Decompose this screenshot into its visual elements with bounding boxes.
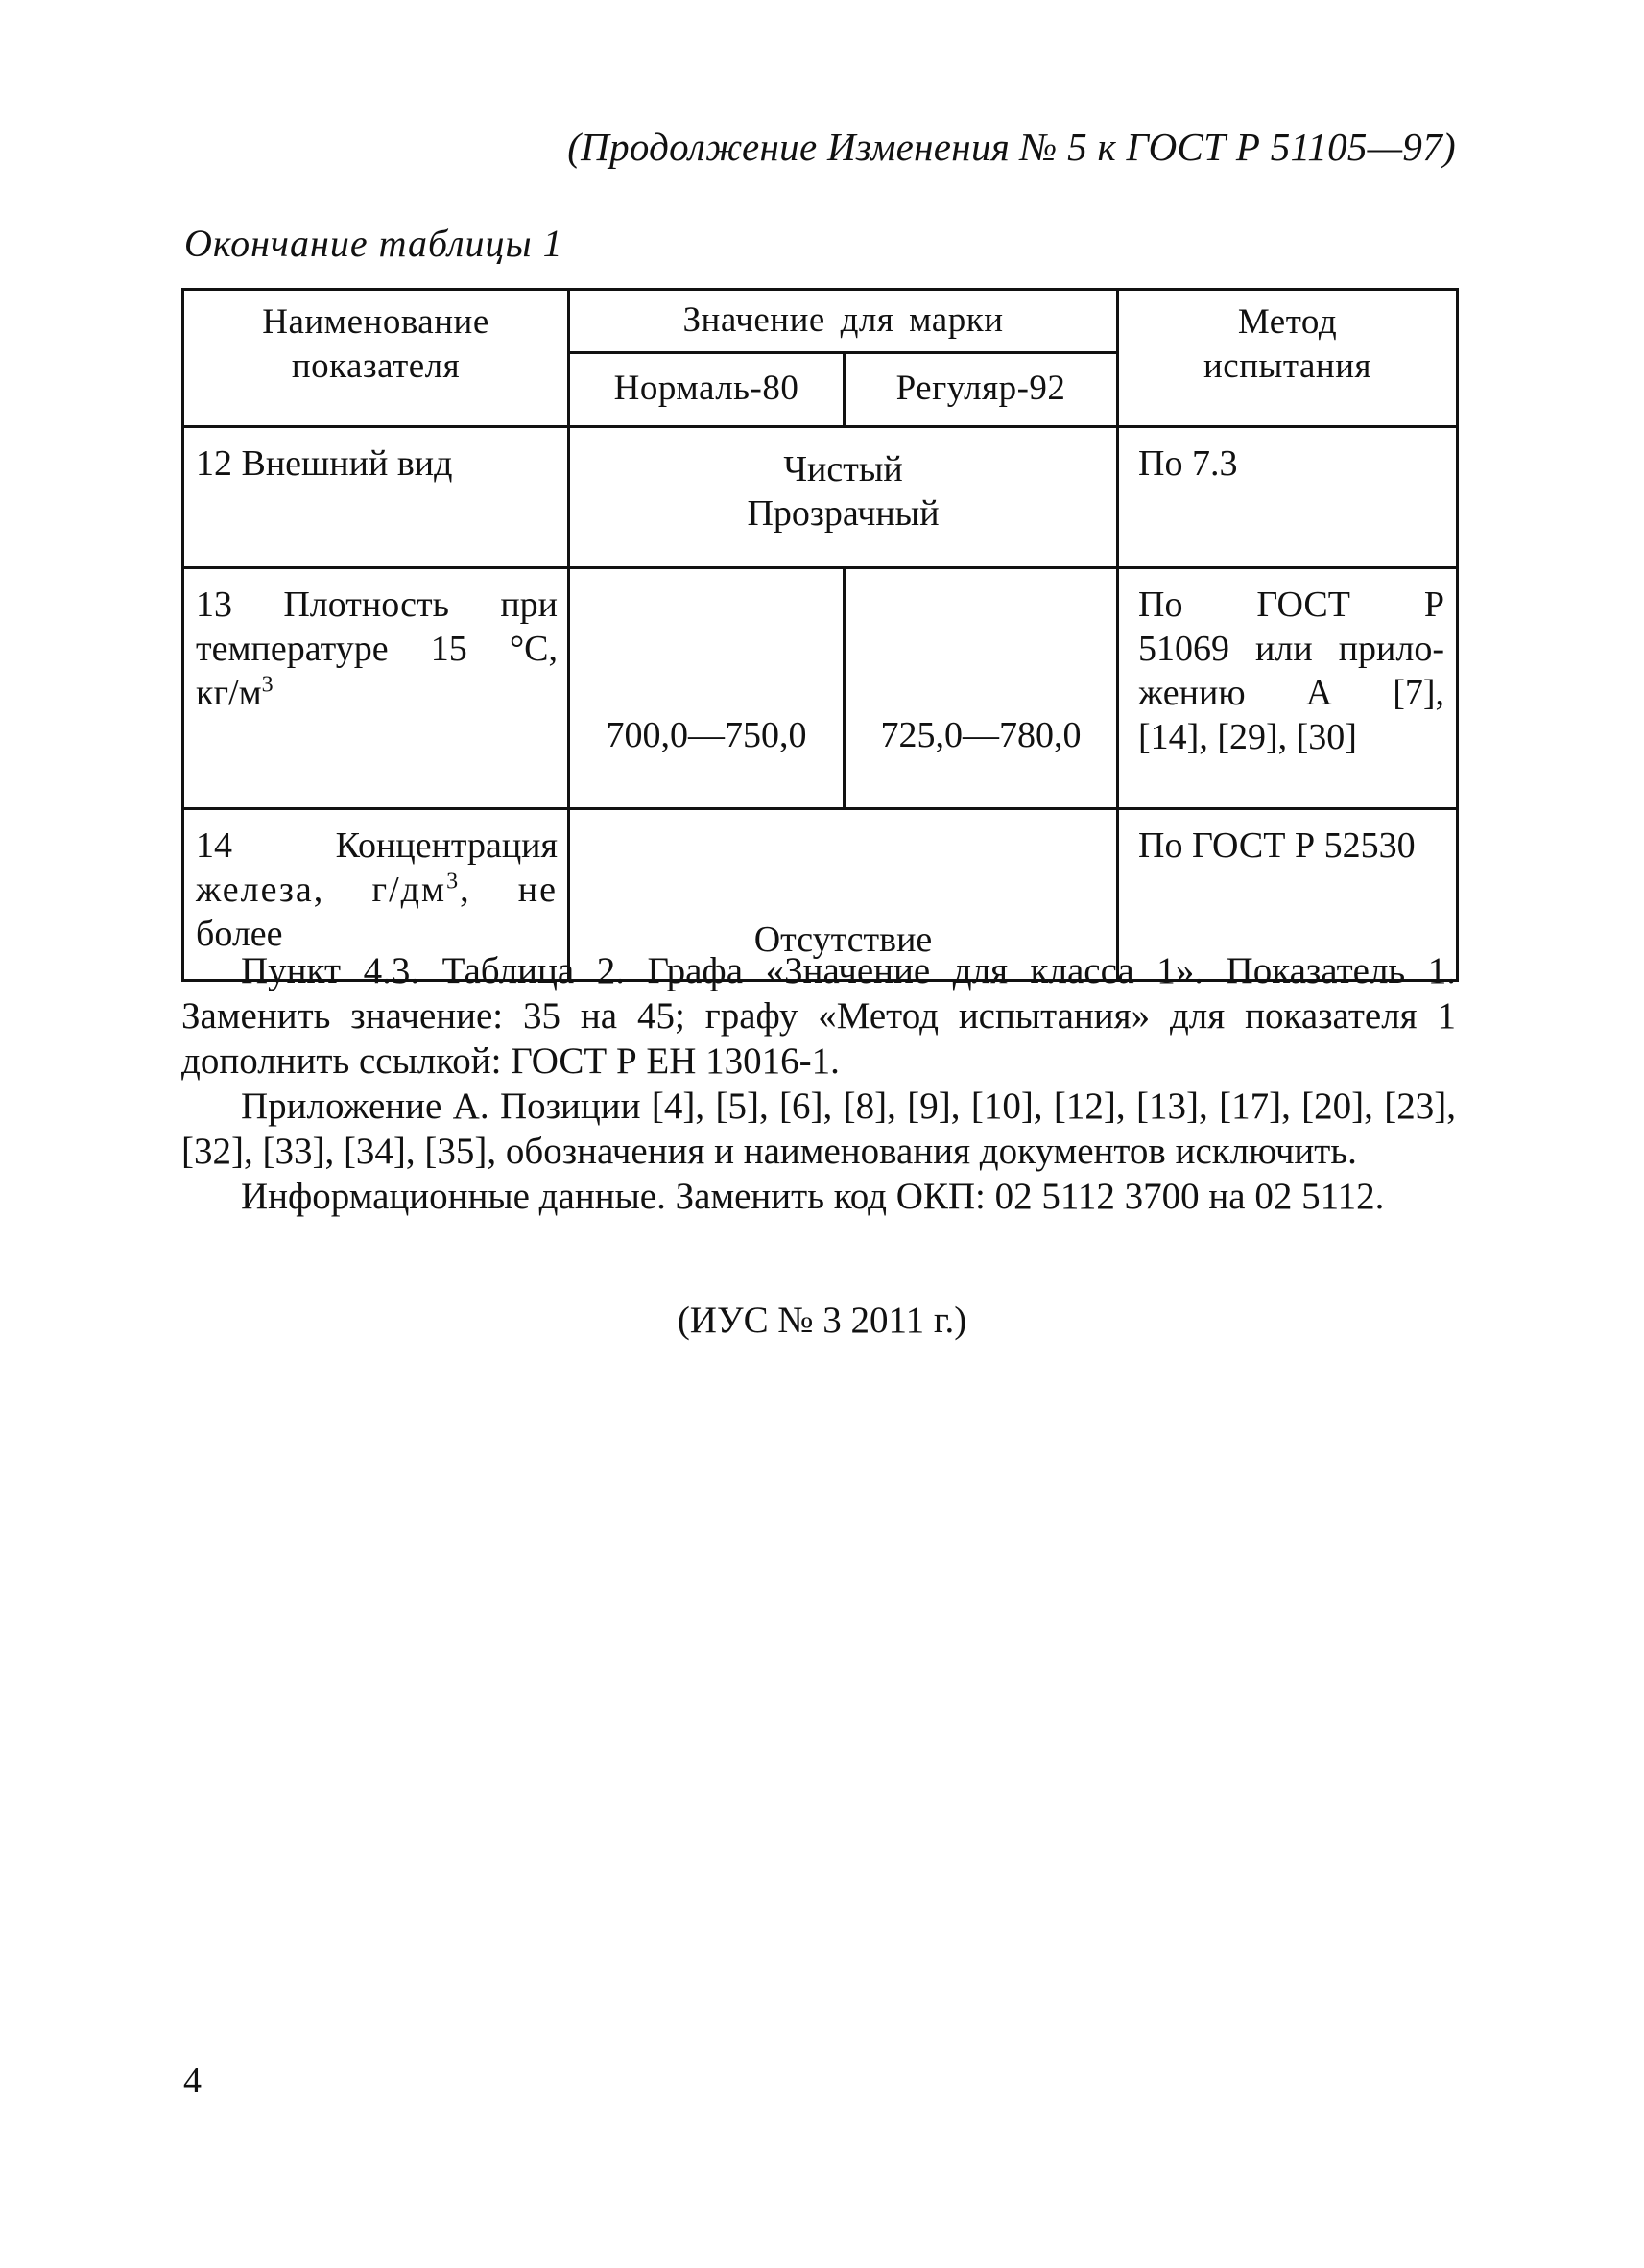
row-12-value-line2: Прозрачный xyxy=(747,493,940,534)
row-12-name xyxy=(183,427,569,568)
table-row xyxy=(183,568,1458,809)
header-test-method-line2: испытания xyxy=(1203,346,1372,386)
row-13-value-normal-80 xyxy=(569,568,845,809)
row-14-name-line1: 14 Концентрация xyxy=(196,825,558,866)
row-13-name-line3 xyxy=(196,671,558,715)
header-indicator-name-line1: Наименование xyxy=(262,302,489,342)
row-14-method-text: По ГОСТ Р 52530 xyxy=(1138,825,1416,866)
row-12-value-line1: Чистый xyxy=(783,449,903,489)
header-test-method-line1: Метод xyxy=(1237,302,1338,342)
row-12-method-text: По 7.3 xyxy=(1138,443,1238,484)
header-indicator-name xyxy=(183,290,569,427)
specification-table xyxy=(181,288,1456,982)
amendment-body xyxy=(181,948,1456,1219)
row-13-method-line4: [14], [29], [30] xyxy=(1138,717,1357,757)
row-13-value-1: 700,0—750,0 xyxy=(606,715,807,755)
page-number: 4 xyxy=(183,2061,202,2101)
row-13-value-regular-92 xyxy=(845,568,1118,809)
row-13-name-line1: 13 Плотность при xyxy=(196,585,558,625)
header-grade-1-label: Нормаль-80 xyxy=(613,369,799,408)
header-value-group-label: Значение для марки xyxy=(682,300,1004,340)
row-13-name xyxy=(183,568,569,809)
row-14-name-line2-end: , не xyxy=(460,870,558,910)
header-grade-2-label: Регуляр-92 xyxy=(895,369,1066,408)
row-14-name-line2 xyxy=(196,868,558,912)
row-13-unit-superscript: 3 xyxy=(261,672,274,698)
document-header-continuation: (Продолжение Изменения № 5 к ГОСТ Р 51105—97) xyxy=(567,125,1456,169)
row-14-unit-superscript: 3 xyxy=(446,869,461,895)
row-13-method-line1: По ГОСТ Р xyxy=(1138,585,1445,625)
row-13-name-line2: температуре 15 °С, xyxy=(196,629,558,669)
row-12-value xyxy=(569,427,1118,568)
header-value-for-grade xyxy=(569,290,1118,353)
header-grade-regular-92 xyxy=(845,353,1118,427)
paragraph-clause-4-3: Пункт 4.3. Таблица 2. Графа «Значение для класса 1». Показатель 1. Заменить значение: 35 на 45; графу «Метод испытания» для показателя 1 дополнить ссылкой: ГОСТ Р ЕН 13016-1. xyxy=(181,950,1456,1082)
issue-reference: (ИУС № 3 2011 г.) xyxy=(677,1300,967,1341)
header-grade-normal-80 xyxy=(569,353,845,427)
row-13-method-line2: 51069 или прило- xyxy=(1138,629,1445,669)
row-14-value-text: Отсутствие xyxy=(753,919,933,960)
row-14-name-line3: более xyxy=(196,914,283,954)
paragraph-information-data: Информационные данные. Заменить код ОКП: 02 5112 3700 на 02 5112. xyxy=(241,1176,1385,1217)
header-indicator-name-line2: показателя xyxy=(291,346,461,386)
table-row xyxy=(183,427,1458,568)
row-13-value-2: 725,0—780,0 xyxy=(880,715,1082,755)
header-test-method xyxy=(1118,290,1458,427)
row-12-method xyxy=(1118,427,1458,568)
row-12-name-text: 12 Внешний вид xyxy=(196,443,453,484)
row-14-name-line2-start: железа, г/дм xyxy=(196,870,447,910)
row-13-method xyxy=(1118,568,1458,809)
row-13-unit: кг/м xyxy=(196,673,262,713)
table-caption: Окончание таблицы 1 xyxy=(184,222,563,265)
paragraph-appendix-a: Приложение А. Позиции [4], [5], [6], [8], [9], [10], [12], [13], [17], [20], [23], [32], [33], [34], [35], обозначения и наименования документов исключить. xyxy=(181,1086,1456,1172)
row-13-method-line3: жению А [7], xyxy=(1138,673,1445,713)
